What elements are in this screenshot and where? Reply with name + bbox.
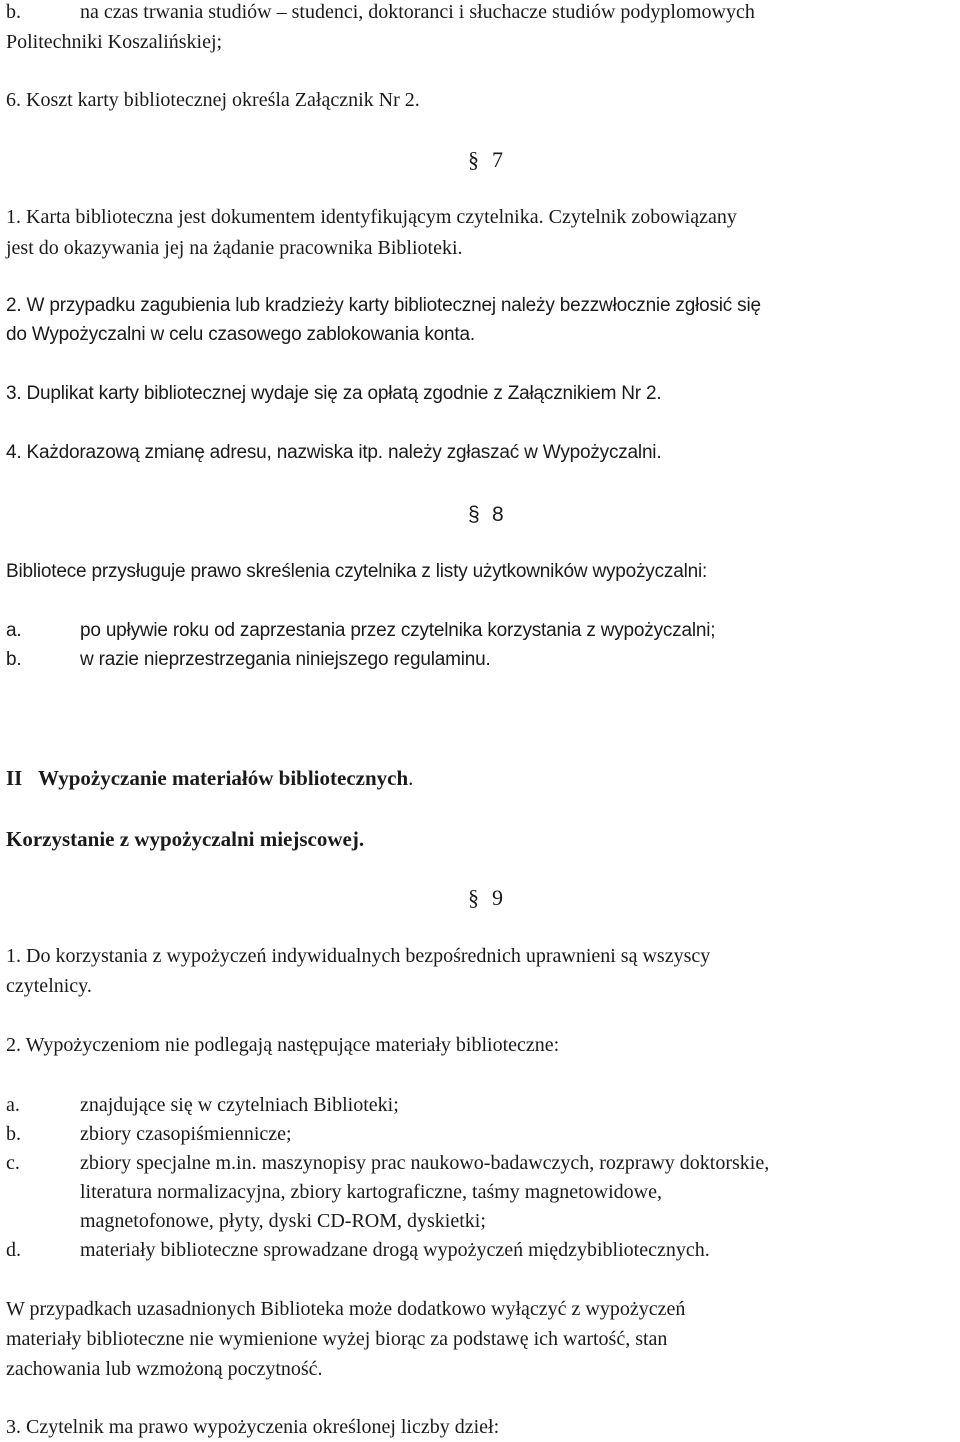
paragraph-9-note-line2: materiały biblioteczne nie wymienione wyżej biorąc za podstawę ich wartość, stan <box>6 1328 668 1350</box>
list-item-text: zbiory czasopiśmiennicze; <box>80 1123 292 1145</box>
list-item-b-top <box>6 0 755 24</box>
section-number: 7 <box>492 147 503 172</box>
list-item-8-a <box>6 619 715 643</box>
list-item-8-b <box>6 648 491 672</box>
section-heading-7 <box>468 147 503 173</box>
list-item-text: zbiory specjalne m.in. maszynopisy prac naukowo-badawczych, rozprawy doktorskie, <box>80 1152 770 1174</box>
list-item-9-c <box>6 1151 769 1175</box>
list-marker: b. <box>6 1 21 23</box>
paragraph-9-note-line3: zachowania lub wzmożoną poczytność. <box>6 1358 323 1380</box>
list-item-text: na czas trwania studiów – studenci, doktoranci i słuchacze studiów podyplomowych <box>80 1 755 23</box>
section-number: 8 <box>492 503 504 526</box>
subheading-local-lending: Korzystanie z wypożyczalni miejscowej. <box>6 827 365 851</box>
list-item-text: materiały biblioteczne sprowadzane drogą wypożyczeń międzybibliotecznych. <box>80 1239 710 1261</box>
paragraph-7-4: 4. Każdorazową zmianę adresu, nazwiska itp. należy zgłaszać w Wypożyczalni. <box>6 442 662 463</box>
list-item-b-top-continuation <box>6 30 222 54</box>
list-marker: b. <box>6 1123 21 1145</box>
list-marker: d. <box>6 1239 21 1261</box>
paragraph-7-3: 3. Duplikat karty bibliotecznej wydaje się za opłatą zgodnie z Załącznikiem Nr 2. <box>6 383 662 404</box>
list-item-9-c-continuation-1: literatura normalizacyjna, zbiory kartograficzne, taśmy magnetowidowe, <box>80 1181 662 1203</box>
paragraph-9-1-line2: czytelnicy. <box>6 975 92 997</box>
list-item-text: w razie nieprzestrzegania niniejszego regulaminu. <box>80 649 491 670</box>
chapter-title-period: . <box>408 766 414 790</box>
paragraph-7-2-line1: 2. W przypadku zagubienia lub kradzieży karty bibliotecznej należy bezzwłocznie zgłosić się <box>6 295 761 316</box>
list-marker: a. <box>6 620 22 641</box>
list-marker: a. <box>6 1094 20 1116</box>
chapter-title: Wypożyczanie materiałów bibliotecznych <box>38 766 409 790</box>
section-heading-8 <box>468 502 503 528</box>
paragraph-7-1-line1: 1. Karta biblioteczna jest dokumentem identyfikującym czytelnika. Czytelnik zobowiązany <box>6 206 737 228</box>
paragraph-9-2: 2. Wypożyczeniom nie podlegają następujące materiały biblioteczne: <box>6 1034 560 1056</box>
section-symbol: § <box>468 147 479 172</box>
paragraph-8-intro: Bibliotece przysługuje prawo skreślenia czytelnika z listy użytkowników wypożyczalni: <box>6 561 708 582</box>
section-symbol: § <box>468 885 479 910</box>
paragraph-6: 6. Koszt karty bibliotecznej określa Załącznik Nr 2. <box>6 89 420 111</box>
list-item-9-d <box>6 1238 710 1262</box>
paragraph-7-2-line2: do Wypożyczalni w celu czasowego zablokowania konta. <box>6 324 475 345</box>
list-item-9-a <box>6 1093 399 1117</box>
list-item-9-b <box>6 1122 292 1146</box>
list-item-9-c-continuation-2: magnetofonowe, płyty, dyski CD-ROM, dyskietki; <box>80 1210 486 1232</box>
list-item-text: znajdujące się w czytelniach Biblioteki; <box>80 1094 399 1116</box>
paragraph-7-1-line2: jest do okazywania jej na żądanie pracownika Biblioteki. <box>6 237 463 259</box>
list-marker: c. <box>6 1152 20 1174</box>
chapter-numeral: II <box>6 766 23 790</box>
list-marker: b. <box>6 649 22 670</box>
paragraph-9-1-line1: 1. Do korzystania z wypożyczeń indywidualnych bezpośrednich uprawnieni są wszyscy <box>6 945 711 967</box>
list-item-text: po upływie roku od zaprzestania przez czytelnika korzystania z wypożyczalni; <box>80 620 716 641</box>
chapter-heading-ii <box>6 766 413 790</box>
list-item-text: Politechniki Koszalińskiej; <box>6 31 223 53</box>
section-symbol: § <box>468 503 480 526</box>
paragraph-9-3: 3. Czytelnik ma prawo wypożyczenia określonej liczby dzieł: <box>6 1416 500 1438</box>
paragraph-9-note-line1: W przypadkach uzasadnionych Biblioteka może dodatkowo wyłączyć z wypożyczeń <box>6 1298 686 1320</box>
section-number: 9 <box>492 885 503 910</box>
section-heading-9 <box>468 885 503 911</box>
